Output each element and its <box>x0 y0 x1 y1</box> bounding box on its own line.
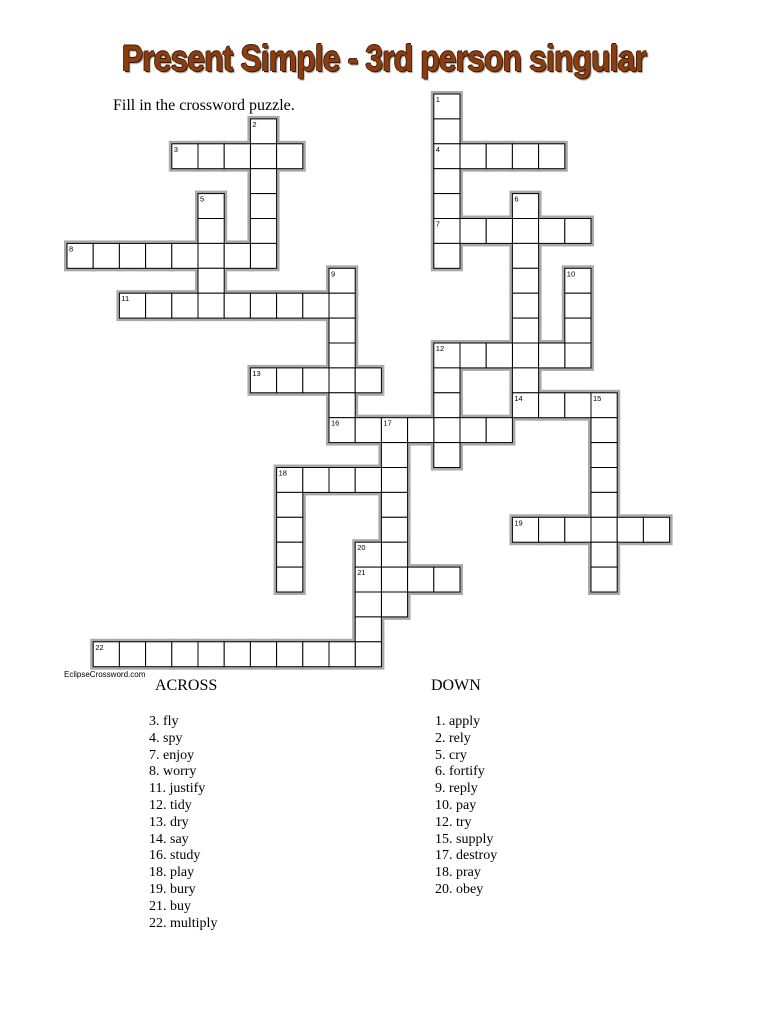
crossword-cell[interactable] <box>565 517 591 542</box>
crossword-cell[interactable] <box>198 268 224 293</box>
crossword-cell[interactable] <box>381 443 407 468</box>
crossword-cell[interactable] <box>591 517 617 542</box>
clue-number: 10 <box>566 269 576 279</box>
clue-number: 2 <box>252 119 257 129</box>
crossword-cell[interactable] <box>565 393 591 418</box>
crossword-cell[interactable] <box>512 219 538 244</box>
crossword-cell[interactable] <box>512 268 538 293</box>
crossword-cell[interactable] <box>512 293 538 318</box>
crossword-cell[interactable] <box>565 219 591 244</box>
crossword-cell[interactable] <box>224 144 250 169</box>
crossword-cell[interactable] <box>355 368 381 393</box>
crossword-cell[interactable] <box>381 492 407 517</box>
across-clue: 21. buy <box>149 898 191 914</box>
down-clue: 18. pray <box>435 865 481 881</box>
across-clue: 3. fly <box>149 714 179 729</box>
across-clue: 4. spy <box>149 730 183 746</box>
crossword-cell[interactable] <box>119 642 145 667</box>
crossword-cell[interactable] <box>277 542 303 567</box>
crossword-cell[interactable] <box>119 243 145 268</box>
crossword-cell[interactable] <box>329 393 355 418</box>
clue-number: 22 <box>95 642 104 652</box>
clue-number: 12 <box>435 344 445 353</box>
crossword-cell[interactable] <box>198 219 224 244</box>
across-clue: 18. play <box>149 865 195 881</box>
crossword-cell[interactable] <box>539 393 565 418</box>
crossword-cell[interactable] <box>146 293 172 318</box>
crossword-cell[interactable] <box>303 368 329 393</box>
crossword-cell[interactable] <box>277 144 303 169</box>
crossword-cell[interactable] <box>250 194 276 219</box>
down-clue: 15. supply <box>435 831 494 847</box>
crossword-cell[interactable] <box>617 517 643 542</box>
crossword-cell[interactable] <box>198 243 224 268</box>
crossword-cell[interactable] <box>434 243 460 268</box>
crossword-cell[interactable] <box>591 542 617 567</box>
crossword-cell[interactable] <box>565 293 591 318</box>
crossword-cell[interactable] <box>224 243 250 268</box>
crossword-cell[interactable] <box>408 418 434 443</box>
crossword-cell[interactable] <box>512 144 538 169</box>
down-clue: 17. destroy <box>435 848 498 864</box>
crossword-cell[interactable] <box>277 517 303 542</box>
clue-number: 21 <box>357 568 366 578</box>
crossword-cell[interactable] <box>303 293 329 318</box>
crossword-cell[interactable] <box>591 492 617 517</box>
crossword-cell[interactable] <box>329 318 355 343</box>
crossword-cell[interactable] <box>643 517 669 542</box>
crossword-cell[interactable] <box>512 368 538 393</box>
crossword-cell[interactable] <box>486 144 512 169</box>
crossword-cell[interactable] <box>539 517 565 542</box>
clue-number: 9 <box>331 269 336 279</box>
crossword-cell[interactable] <box>434 567 460 592</box>
crossword-cell[interactable] <box>198 642 224 667</box>
clue-number: 3 <box>173 144 178 154</box>
crossword-cell[interactable] <box>591 443 617 468</box>
crossword-cell[interactable] <box>434 418 460 443</box>
crossword-cell[interactable] <box>329 468 355 493</box>
crossword-cell[interactable] <box>486 343 512 368</box>
down-heading: DOWN <box>431 677 481 694</box>
across-clue: 12. tidy <box>149 797 192 813</box>
clue-number: 14 <box>514 393 523 403</box>
crossword-cell[interactable] <box>250 243 276 268</box>
crossword-cell[interactable] <box>198 144 224 169</box>
down-clue: 20. obey <box>435 881 484 897</box>
crossword-cell[interactable] <box>434 119 460 144</box>
crossword-cell[interactable] <box>460 144 486 169</box>
crossword-cell[interactable] <box>250 144 276 169</box>
across-clue: 8. worry <box>149 764 197 780</box>
crossword-cell[interactable] <box>434 393 460 418</box>
crossword-cell[interactable] <box>277 642 303 667</box>
clue-number: 13 <box>252 368 261 378</box>
crossword-cell[interactable] <box>250 642 276 667</box>
crossword-cell[interactable] <box>381 517 407 542</box>
clue-number: 19 <box>514 518 523 528</box>
clue-number: 11 <box>121 294 130 304</box>
crossword-cell[interactable] <box>355 592 381 617</box>
across-clue: 14. say <box>149 831 189 847</box>
across-clue: 16. study <box>149 848 201 864</box>
credit-text: EclipseCrossword.com <box>64 670 146 679</box>
crossword-cell[interactable] <box>486 418 512 443</box>
across-clue: 19. bury <box>149 881 196 897</box>
clue-number: 16 <box>331 418 340 428</box>
crossword-cell[interactable] <box>250 219 276 244</box>
clue-number: 8 <box>69 244 74 254</box>
crossword-cell[interactable] <box>146 243 172 268</box>
down-clue-list <box>435 714 497 899</box>
crossword-cell[interactable] <box>93 243 119 268</box>
crossword-cell[interactable] <box>381 468 407 493</box>
clue-number: 5 <box>200 194 205 204</box>
crossword-cell[interactable] <box>329 343 355 368</box>
crossword-cell[interactable] <box>460 418 486 443</box>
crossword-cell[interactable] <box>250 169 276 194</box>
crossword-cell[interactable] <box>303 468 329 493</box>
crossword-cell[interactable] <box>381 567 407 592</box>
crossword-cell[interactable] <box>565 318 591 343</box>
crossword-cell[interactable] <box>355 418 381 443</box>
crossword-cell[interactable] <box>303 642 329 667</box>
crossword-cell[interactable] <box>381 592 407 617</box>
crossword-cell[interactable] <box>539 343 565 368</box>
across-clue: 13. dry <box>149 814 189 830</box>
clue-number: 18 <box>278 468 287 478</box>
crossword-cell[interactable] <box>277 293 303 318</box>
crossword-cell[interactable] <box>172 243 198 268</box>
crossword-cell[interactable] <box>329 642 355 667</box>
clue-number: 4 <box>435 144 440 154</box>
crossword-cell[interactable] <box>329 293 355 318</box>
down-clue: 12. try <box>435 814 472 830</box>
crossword-cell[interactable] <box>277 492 303 517</box>
crossword-cell[interactable] <box>591 418 617 443</box>
instructions: Fill in the crossword puzzle. <box>113 97 295 114</box>
crossword-cell[interactable] <box>172 642 198 667</box>
crossword-cell[interactable] <box>198 293 224 318</box>
crossword-cell[interactable] <box>381 542 407 567</box>
crossword-cell[interactable] <box>172 293 198 318</box>
crossword-cell[interactable] <box>277 567 303 592</box>
down-clue: 1. apply <box>435 714 481 729</box>
crossword-cell[interactable] <box>355 468 381 493</box>
crossword-cell[interactable] <box>460 343 486 368</box>
page-title: Present Simple - 3rd person singular <box>121 38 647 79</box>
crossword-cell[interactable] <box>277 368 303 393</box>
clue-number: 1 <box>435 95 440 104</box>
crossword-cell[interactable] <box>460 219 486 244</box>
crossword-cell[interactable] <box>591 567 617 592</box>
crossword-cell[interactable] <box>565 343 591 368</box>
crossword-cell[interactable] <box>355 617 381 642</box>
crossword-cell[interactable] <box>146 642 172 667</box>
crossword-cell[interactable] <box>512 318 538 343</box>
clue-number: 15 <box>593 393 602 403</box>
clue-number: 20 <box>357 543 366 553</box>
crossword-cell[interactable] <box>434 443 460 468</box>
crossword-cell[interactable] <box>408 567 434 592</box>
down-clue: 9. reply <box>435 781 478 797</box>
clue-number: 7 <box>435 219 440 229</box>
crossword-cell[interactable] <box>329 368 355 393</box>
crossword-cell[interactable] <box>539 219 565 244</box>
crossword-cell[interactable] <box>434 368 460 393</box>
clue-number: 17 <box>383 418 392 428</box>
crossword-cell[interactable] <box>250 293 276 318</box>
down-clue: 6. fortify <box>435 764 485 780</box>
crossword-cell[interactable] <box>224 642 250 667</box>
down-clue: 2. rely <box>435 730 471 746</box>
crossword-cell[interactable] <box>486 219 512 244</box>
clue-number: 6 <box>514 194 519 204</box>
across-clue: 22. multiply <box>149 915 218 931</box>
across-clue: 11. justify <box>149 781 206 797</box>
crossword-cell[interactable] <box>224 293 250 318</box>
across-clue: 7. enjoy <box>149 747 195 763</box>
down-clue: 10. pay <box>435 797 477 813</box>
across-clue-list <box>149 714 217 932</box>
crossword-cell[interactable] <box>355 642 381 667</box>
across-heading: ACROSS <box>155 677 218 694</box>
crossword-cell[interactable] <box>512 343 538 368</box>
crossword-cell[interactable] <box>591 468 617 493</box>
crossword-cell[interactable] <box>434 169 460 194</box>
crossword-cell[interactable] <box>539 144 565 169</box>
crossword-cell[interactable] <box>434 194 460 219</box>
crossword-cell[interactable] <box>512 243 538 268</box>
down-clue: 5. cry <box>435 747 467 763</box>
